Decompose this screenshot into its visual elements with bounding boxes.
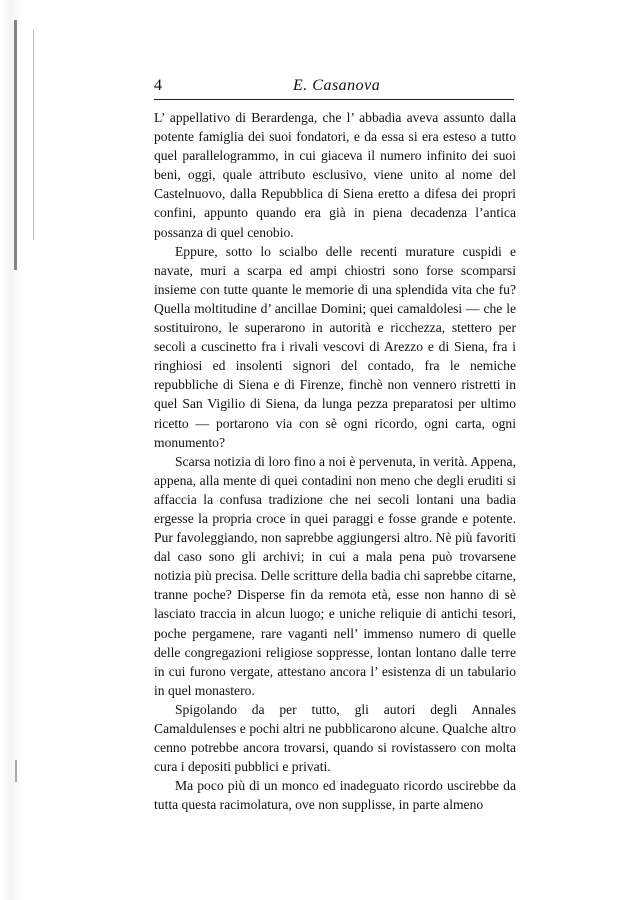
paragraph: L’ appellativo di Berardenga, che l’ abbadia aveva assunto dalla potente famiglia dei suoi fondatori, e da essa si era esteso a tutto quel parallelogrammo, in cui giaceva il numero infinito dei suoi beni, oggi, quale attributo esclusivo, viene unito al nome del Castelnuovo, dalla Repubblica di Siena eretto a difesa dei propri confini, appunto quando era già in piena decadenza l’antica possanza di quel cenobio. [154, 110, 516, 240]
paragraph: Eppure, sotto lo scialbo delle recenti murature cuspidi e navate, muri a scarpa ed ampi chiostri sono forse scomparsi insieme con tutte quante le memorie di una splendida vita che fu? Quella moltitudine d’ ancillae Domini; quei camaldolesi — che le sostituirono, le superarono in autorità e ricchezza, stettero per secoli a cuscinetto fra i rivali vescovi di Arezzo e di Siena, fra i ringhiosi ed insolenti signori del contado, fra le nemiche repubbliche di Siena e di Firenze, finchè non vennero ristretti in quel San Vigilio di Siena, da lunga pezza preparatosi per ultimo ricetto — portarono via con sè ogni ricordo, ogni carta, ogni monumento? [154, 243, 516, 450]
header-rule [154, 99, 514, 100]
paragraph: Scarsa notizia di loro fino a noi è pervenuta, in verità. Appena, appena, alla mente di quei contadini non meno che degli eruditi si affaccia la confusa tradizione che nei secoli lontani una badia ergesse la propria croce in quei paraggi e fosse grande e potente. Pur favoleggiando, non saprebbe aggiungersi altro. Nè più favoriti dal caso sono gli archivi; in cui a mala pena può trovarsene notizia più precisa. Delle scritture della badia chi saprebbe citarne, tranne poche? Disperse fin da remota età, esse non hanno di sè lasciato traccia in alcun luogo; e uniche reliquie di antichi tesori, poche pergamene, rare vaganti nell’ immenso numero di quelle delle congregazioni religiose soppresse, lontan lontano dalle terre in cui furono vergate, attestano ancora l’ esistenza di un tabulario in quel monastero. [154, 453, 516, 698]
body-text [154, 108, 516, 814]
paragraph: Spigolando da per tutto, gli autori degli Annales Camaldulenses e pochi altri ne pubblicarono alcune. Qualche altro cenno potrebbe ancora trovarsi, quando si rovistassero con molta cura i depositi pubblici e privati. [154, 701, 516, 775]
running-head: E. Casanova [293, 77, 381, 94]
page-number: 4 [154, 77, 162, 94]
paragraph: Ma poco più di un monco ed inadeguato ricordo uscirebbe da tutta questa racimolatura, ove non supplisse, in parte almeno [154, 778, 516, 813]
binding-shadow [14, 20, 17, 270]
page-header [154, 77, 514, 99]
binding-edge [0, 0, 22, 900]
binding-shadow-inner [33, 30, 34, 240]
binding-mark [15, 760, 17, 782]
